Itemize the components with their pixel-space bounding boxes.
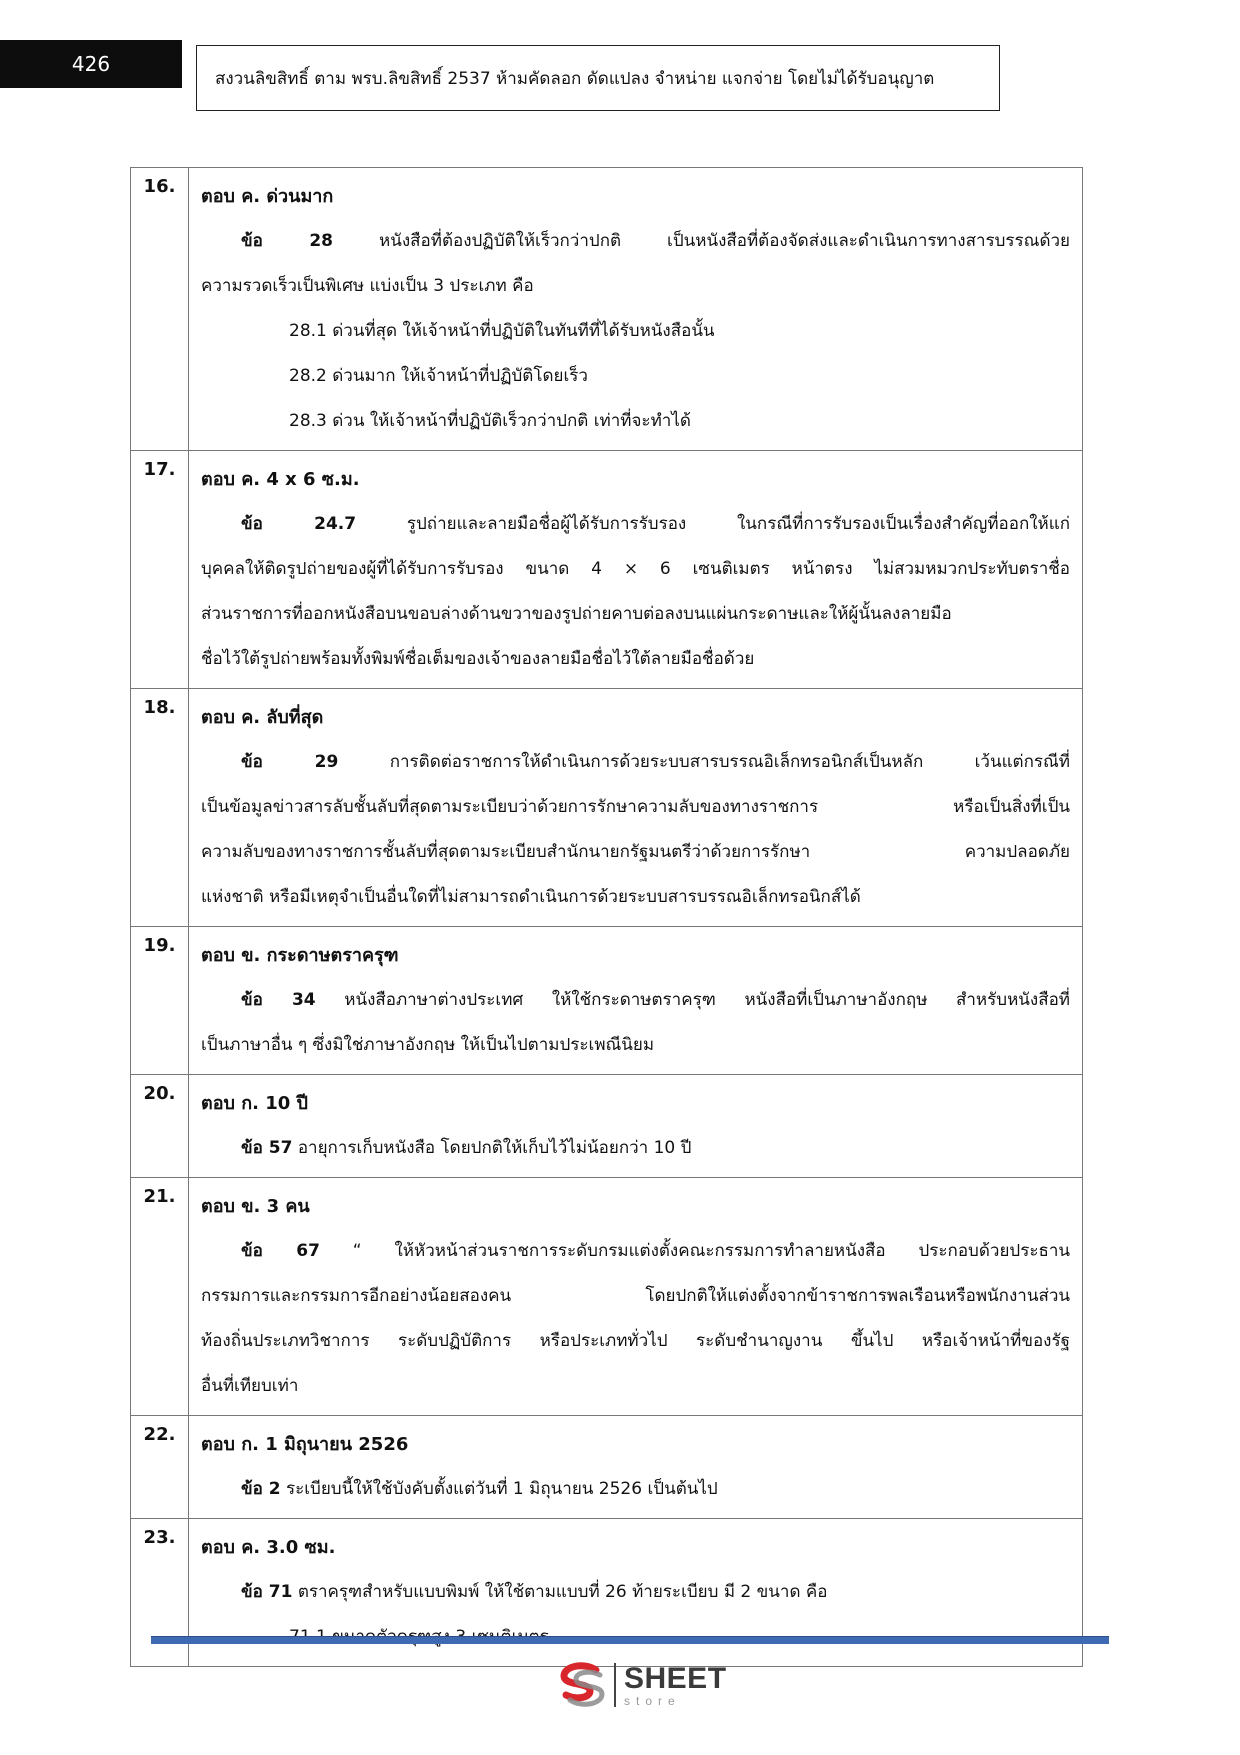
answer-row <box>131 927 1083 1075</box>
copyright-header-text: สงวนลิขสิทธิ์ ตาม พรบ.ลิขสิทธิ์ 2537 ห้ามคัดลอก ดัดแปลง จำหน่าย แจกจ่าย โดยไม่ได้รับอนุญาต <box>215 68 935 89</box>
explanation-text: อายุการเก็บหนังสือ โดยปกติให้เก็บไว้ไม่น้อยกว่า 10 ปี <box>292 1138 692 1158</box>
answer-content <box>189 689 1083 927</box>
answer-choice: ตอบ ค. 4 x 6 ซ.ม. <box>201 469 360 490</box>
explanation-line <box>201 785 1070 830</box>
explanation-line <box>201 1274 1070 1319</box>
explanation-line <box>201 502 1070 547</box>
explanation-text: อื่นที่เทียบเท่า <box>201 1376 299 1396</box>
explanation-line <box>201 875 1070 920</box>
answer-choice: ตอบ ข. 3 คน <box>201 1196 310 1217</box>
page-number: 426 <box>0 40 182 88</box>
question-number: 19. <box>131 927 189 1075</box>
answer-choice: ตอบ ค. ลับที่สุด <box>201 707 324 728</box>
explanation-line <box>201 1570 1070 1615</box>
sub-item: 28.1 ด่วนที่สุด ให้เจ้าหน้าที่ปฏิบัติในทันทีที่ได้รับหนังสือนั้น <box>289 321 715 341</box>
answer-content <box>189 1519 1083 1667</box>
explanation-line <box>201 637 1070 682</box>
answer-row <box>131 1075 1083 1178</box>
answer-choice: ตอบ ข. กระดาษตราครุฑ <box>201 945 399 966</box>
clause-reference: ข้อ 28 <box>241 231 334 251</box>
explanation-line <box>201 978 1070 1023</box>
question-number: 20. <box>131 1075 189 1178</box>
question-number: 16. <box>131 168 189 451</box>
explanation-text: ตราครุฑสำหรับแบบพิมพ์ ให้ใช้ตามแบบที่ 26 ท้ายระเบียบ มี 2 ขนาด คือ <box>292 1582 828 1602</box>
clause-reference: ข้อ 57 <box>241 1138 293 1158</box>
explanation-line <box>201 1364 1070 1409</box>
answer-choice: ตอบ ค. ด่วนมาก <box>201 186 334 207</box>
explanation-line <box>201 1319 1070 1364</box>
sheet-store-logo <box>556 1660 727 1710</box>
explanation-text: ระเบียบนี้ให้ใช้บังคับตั้งแต่วันที่ 1 มิถุนายน 2526 เป็นต้นไป <box>280 1479 718 1499</box>
explanation-line <box>201 830 1070 875</box>
answer-content <box>189 927 1083 1075</box>
question-number: 17. <box>131 451 189 689</box>
explanation-text: หนังสือที่ต้องปฏิบัติให้เร็วกว่าปกติ เป็นหนังสือที่ต้องจัดส่งและดำเนินการทางสารบรรณด้วย <box>333 231 1070 251</box>
footer-divider-bar <box>151 1636 1109 1644</box>
answer-content <box>189 1178 1083 1416</box>
logo-wordmark <box>624 1661 727 1708</box>
answer-content <box>189 1416 1083 1519</box>
explanation-text: เป็นภาษาอื่น ๆ ซึ่งมิใช่ภาษาอังกฤษ ให้เป็นไปตามประเพณีนิยม <box>201 1035 655 1055</box>
clause-reference: ข้อ 2 <box>241 1479 281 1499</box>
answers-table-body <box>131 168 1083 1667</box>
explanation-text: เป็นข้อมูลข่าวสารลับชั้นลับที่สุดตามระเบียบว่าด้วยการรักษาความลับของทางราชการ หรือเป็นสิ่งที่เป็น <box>201 797 1070 817</box>
question-number: 18. <box>131 689 189 927</box>
question-number: 21. <box>131 1178 189 1416</box>
logo-separator <box>614 1663 616 1707</box>
answer-row <box>131 1178 1083 1416</box>
answer-row <box>131 451 1083 689</box>
answer-row <box>131 1519 1083 1667</box>
clause-reference: ข้อ 29 <box>241 752 339 772</box>
copyright-header <box>196 45 1000 111</box>
sheet-store-logo-icon <box>556 1660 608 1710</box>
answer-content <box>189 1075 1083 1178</box>
explanation-line <box>201 740 1070 785</box>
explanation-text: ความรวดเร็วเป็นพิเศษ แบ่งเป็น 3 ประเภท คือ <box>201 276 534 296</box>
sub-item: 28.3 ด่วน ให้เจ้าหน้าที่ปฏิบัติเร็วกว่าปกติ เท่าที่จะทำได้ <box>289 411 691 431</box>
answer-choice: ตอบ ก. 1 มิถุนายน 2526 <box>201 1434 409 1455</box>
clause-reference: ข้อ 34 <box>241 990 316 1010</box>
explanation-line <box>201 547 1070 592</box>
answer-row <box>131 689 1083 927</box>
logo-word: SHEET <box>624 1661 727 1695</box>
question-number: 23. <box>131 1519 189 1667</box>
clause-reference: ข้อ 67 <box>241 1241 320 1261</box>
explanation-text: การติดต่อราชการให้ดำเนินการด้วยระบบสารบรรณอิเล็กทรอนิกส์เป็นหลัก เว้นแต่กรณีที่ <box>338 752 1070 772</box>
explanation-text: ชื่อไว้ใต้รูปถ่ายพร้อมทั้งพิมพ์ชื่อเต็มของเจ้าของลายมือชื่อไว้ใต้ลายมือชื่อด้วย <box>201 649 755 669</box>
explanation-line <box>201 1467 1070 1512</box>
explanation-line <box>201 264 1070 309</box>
explanation-line <box>201 1023 1070 1068</box>
clause-reference: ข้อ 71 <box>241 1582 293 1602</box>
explanation-text: แห่งชาติ หรือมีเหตุจำเป็นอื่นใดที่ไม่สามารถดำเนินการด้วยระบบสารบรรณอิเล็กทรอนิกส์ได้ <box>201 887 861 907</box>
clause-reference: ข้อ 24.7 <box>241 514 357 534</box>
explanation-text: ท้องถิ่นประเภทวิชาการ ระดับปฏิบัติการ หรือประเภททั่วไป ระดับชำนาญงาน ขึ้นไป หรือเจ้าหน้าที่ของรัฐ <box>201 1331 1070 1351</box>
answer-choice: ตอบ ก. 10 ปี <box>201 1093 308 1114</box>
explanation-text: หนังสือภาษาต่างประเทศ ให้ใช้กระดาษตราครุฑ หนังสือที่เป็นภาษาอังกฤษ สำหรับหนังสือที่ <box>315 990 1070 1010</box>
explanation-line <box>201 1126 1070 1171</box>
answer-row <box>131 1416 1083 1519</box>
logo-sub: store <box>624 1693 681 1708</box>
answer-row <box>131 168 1083 451</box>
question-number: 22. <box>131 1416 189 1519</box>
explanation-line <box>201 592 1070 637</box>
explanation-text: กรรมการและกรรมการอีกอย่างน้อยสองคน โดยปกติให้แต่งตั้งจากข้าราชการพลเรือนหรือพนักงานส่วน <box>201 1286 1070 1306</box>
explanation-text: ส่วนราชการที่ออกหนังสือบนขอบล่างด้านขวาของรูปถ่ายคาบต่อลงบนแผ่นกระดาษและให้ผู้นั้นลงลายมือ <box>201 604 952 624</box>
explanation-line <box>201 1229 1070 1274</box>
explanation-line <box>201 219 1070 264</box>
answers-table <box>130 167 1083 1667</box>
sub-item: 28.2 ด่วนมาก ให้เจ้าหน้าที่ปฏิบัติโดยเร็ว <box>289 366 588 386</box>
answer-content <box>189 168 1083 451</box>
answer-content <box>189 451 1083 689</box>
explanation-text: “ ให้หัวหน้าส่วนราชการระดับกรมแต่งตั้งคณะกรรมการทำลายหนังสือ ประกอบด้วยประธาน <box>319 1241 1070 1261</box>
explanation-text: บุคคลให้ติดรูปถ่ายของผู้ที่ได้รับการรับรอง ขนาด 4 × 6 เซนติเมตร หน้าตรง ไม่สวมหมวกประทับตราชื่อ <box>201 559 1070 579</box>
explanation-text: รูปถ่ายและลายมือชื่อผู้ได้รับการรับรอง ในกรณีที่การรับรองเป็นเรื่องสำคัญที่ออกให้แก่ <box>356 514 1070 534</box>
explanation-text: ความลับของทางราชการชั้นลับที่สุดตามระเบียบสำนักนายกรัฐมนตรีว่าด้วยการรักษา ความปลอดภัย <box>201 842 1070 862</box>
answer-choice: ตอบ ค. 3.0 ซม. <box>201 1537 336 1558</box>
